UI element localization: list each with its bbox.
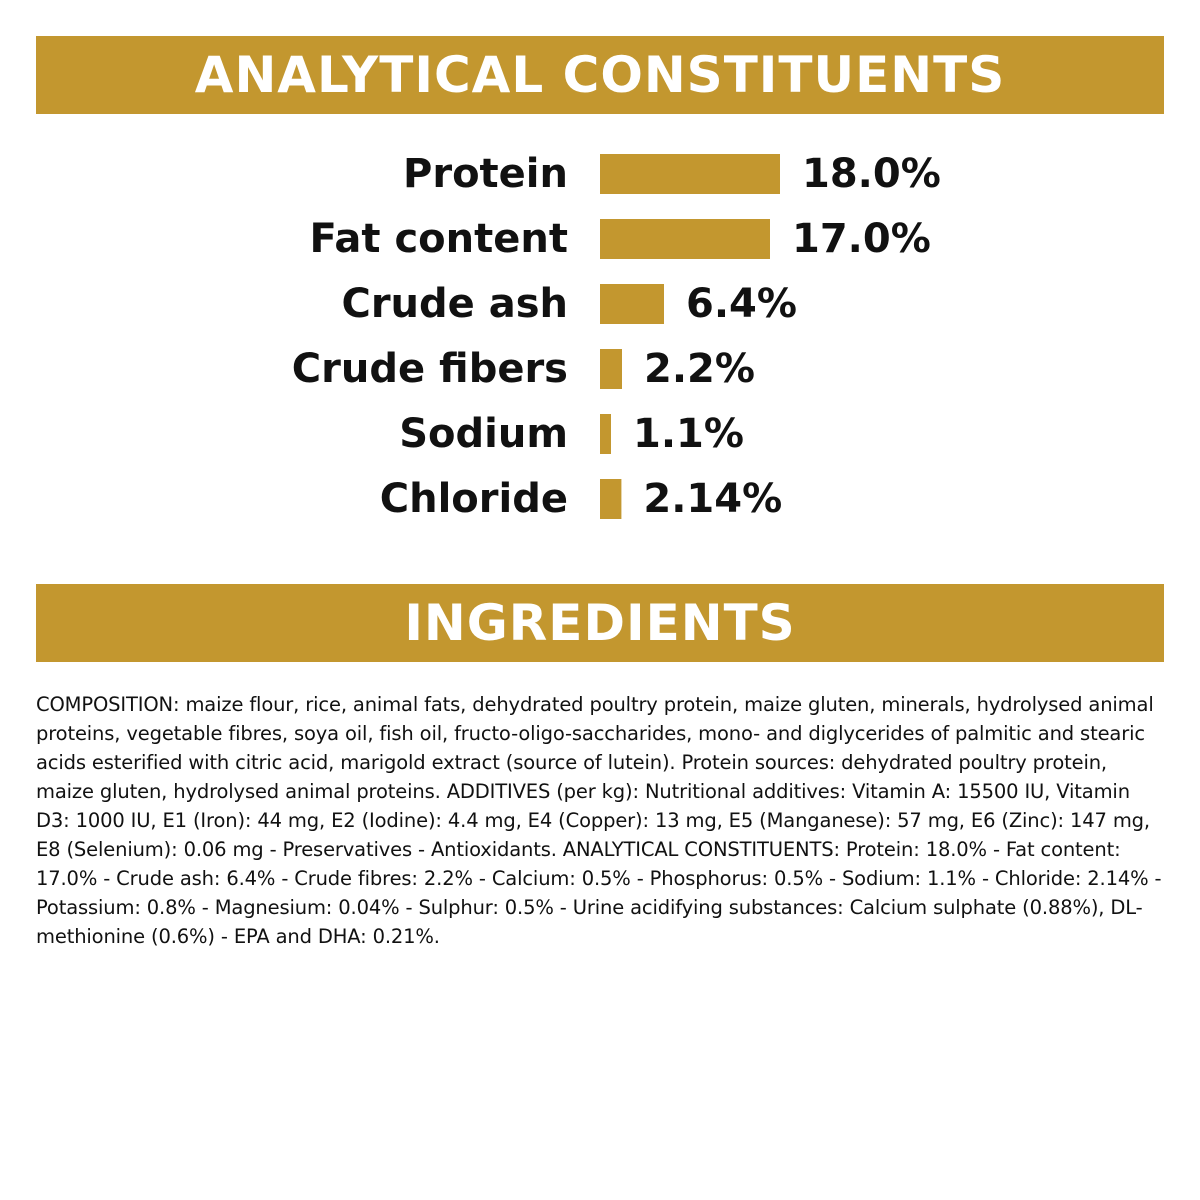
category-label-chloride: Chloride — [379, 476, 568, 522]
bar-chloride — [600, 479, 621, 519]
value-label-chloride: 2.14% — [643, 476, 783, 522]
chart-category-labels — [292, 151, 568, 522]
category-label-sodium: Sodium — [399, 411, 568, 457]
ingredients-title: INGREDIENTS — [404, 594, 796, 652]
analytical-constituents-chart — [0, 140, 1200, 540]
category-label-crude-ash: Crude ash — [341, 281, 568, 327]
ingredients-banner — [36, 584, 1164, 662]
bar-fat-content — [600, 219, 770, 259]
category-label-fat-content: Fat content — [309, 216, 568, 262]
value-label-crude-ash: 6.4% — [686, 281, 797, 327]
value-label-sodium: 1.1% — [633, 411, 744, 457]
chart-bars — [600, 154, 780, 519]
bar-crude-fibers — [600, 349, 622, 389]
analytical-constituents-title: ANALYTICAL CONSTITUENTS — [194, 46, 1006, 104]
bar-protein — [600, 154, 780, 194]
value-label-crude-fibers: 2.2% — [644, 346, 755, 392]
category-label-crude-fibers: Crude fibers — [291, 346, 568, 392]
analytical-constituents-banner — [36, 36, 1164, 114]
chart-value-labels — [633, 151, 941, 522]
bar-crude-ash — [600, 284, 664, 324]
value-label-protein: 18.0% — [802, 151, 941, 197]
bar-sodium — [600, 414, 611, 454]
value-label-fat-content: 17.0% — [792, 216, 931, 262]
composition-text: COMPOSITION: maize flour, rice, animal fats, dehydrated poultry protein, maize gluten, minerals, hydrolysed animal proteins, vegetable fibres, soya oil, fish oil, fructo-oligo-saccharides, mono- and diglycerides of palmitic and stearic acids esterified with citric acid, marigold extract (source of lutein). Protein sources: dehydrated poultry protein, maize gluten, hydrolysed animal proteins. ADDITIVES (per kg): Nutritional additives: Vitamin A: 15500 IU, Vitamin D3: 1000 IU, E1 (Iron): 44 mg, E2 (Iodine): 4.4 mg, E4 (Copper): 13 mg, E5 (Manganese): 57 mg, E6 (Zinc): 147 mg, E8 (Selenium): 0.06 mg - Preservatives - Antioxidants. ANALYTICAL CONSTITUENTS: Protein: 18.0% - Fat content: 17.0% - Crude ash: 6.4% - Crude fibres: 2.2% - Calcium: 0.5% - Phosphorus: 0.5% - Sodium: 1.1% - Chloride: 2.14% - Potassium: 0.8% - Magnesium: 0.04% - Sulphur: 0.5% - Urine acidifying substances: Calcium sulphate (0.88%), DL-methionine (0.6%) - EPA and DHA: 0.21%. — [36, 693, 1162, 948]
category-label-protein: Protein — [403, 151, 568, 197]
